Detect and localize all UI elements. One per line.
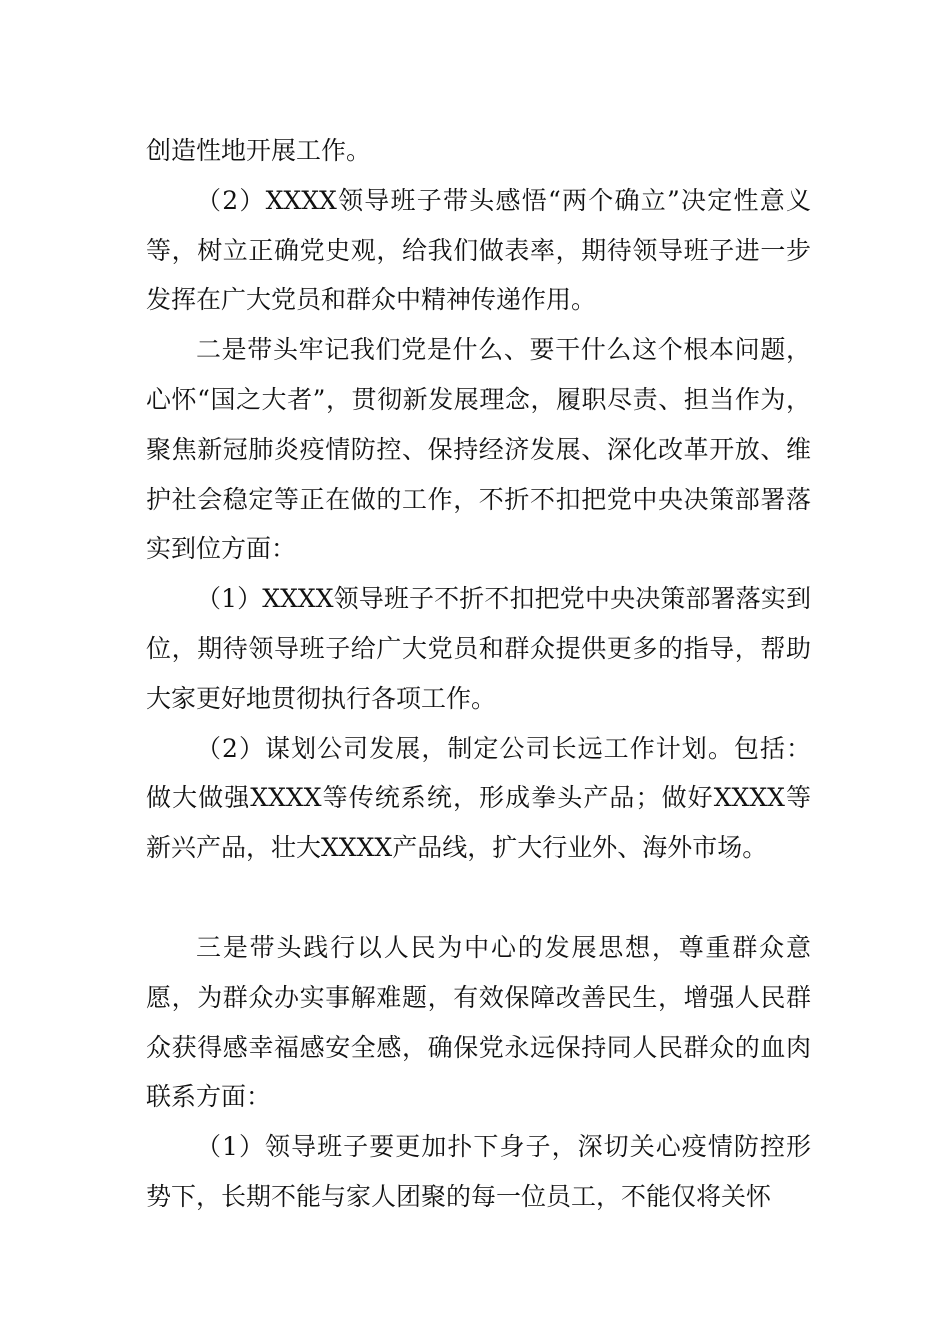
paragraph-item-1-care: （1）领导班子要更加扑下身子，深切关心疫情防控形势下，长期不能与家人团聚的每一位员工，不能仅将关怀 bbox=[146, 1132, 811, 1211]
paragraph-section-three: 三是带头践行以人民为中心的发展思想，尊重群众意愿，为群众办实事解难题，有效保障改善民生，增强人民群众获得感幸福感安全感，确保党永远保持同人民群众的血肉联系方面： bbox=[146, 932, 811, 1112]
paragraph-item-2-company-plan: （2）谋划公司发展，制定公司长远工作计划。包括：做大做强XXXX等传统系统，形成拳头产品；做好XXXX等新兴产品，壮大XXXX产品线，扩大行业外、海外市场。 bbox=[146, 733, 811, 863]
paragraph-item-2-confirmations: （2）XXXX领导班子带头感悟“两个确立”决定性意义等，树立正确党史观，给我们做表率，期待领导班子进一步发挥在广大党员和群众中精神传递作用。 bbox=[146, 185, 811, 315]
paragraph-item-1-implementation: （1）XXXX领导班子不折不扣把党中央决策部署落实到位，期待领导班子给广大党员和群众提供更多的指导，帮助大家更好地贯彻执行各项工作。 bbox=[146, 584, 811, 713]
paragraph-section-two: 二是带头牢记我们党是什么、要干什么这个根本问题，心怀“国之大者”，贯彻新发展理念，履职尽责、担当作为，聚焦新冠肺炎疫情防控、保持经济发展、深化改革开放、维护社会稳定等正在做的工作，不折不扣把党中央决策部署落实到位方面： bbox=[146, 335, 811, 564]
document-body bbox=[146, 126, 811, 1222]
paragraph-continuation: 创造性地开展工作。 bbox=[146, 136, 372, 165]
paragraph-spacer bbox=[146, 873, 811, 923]
